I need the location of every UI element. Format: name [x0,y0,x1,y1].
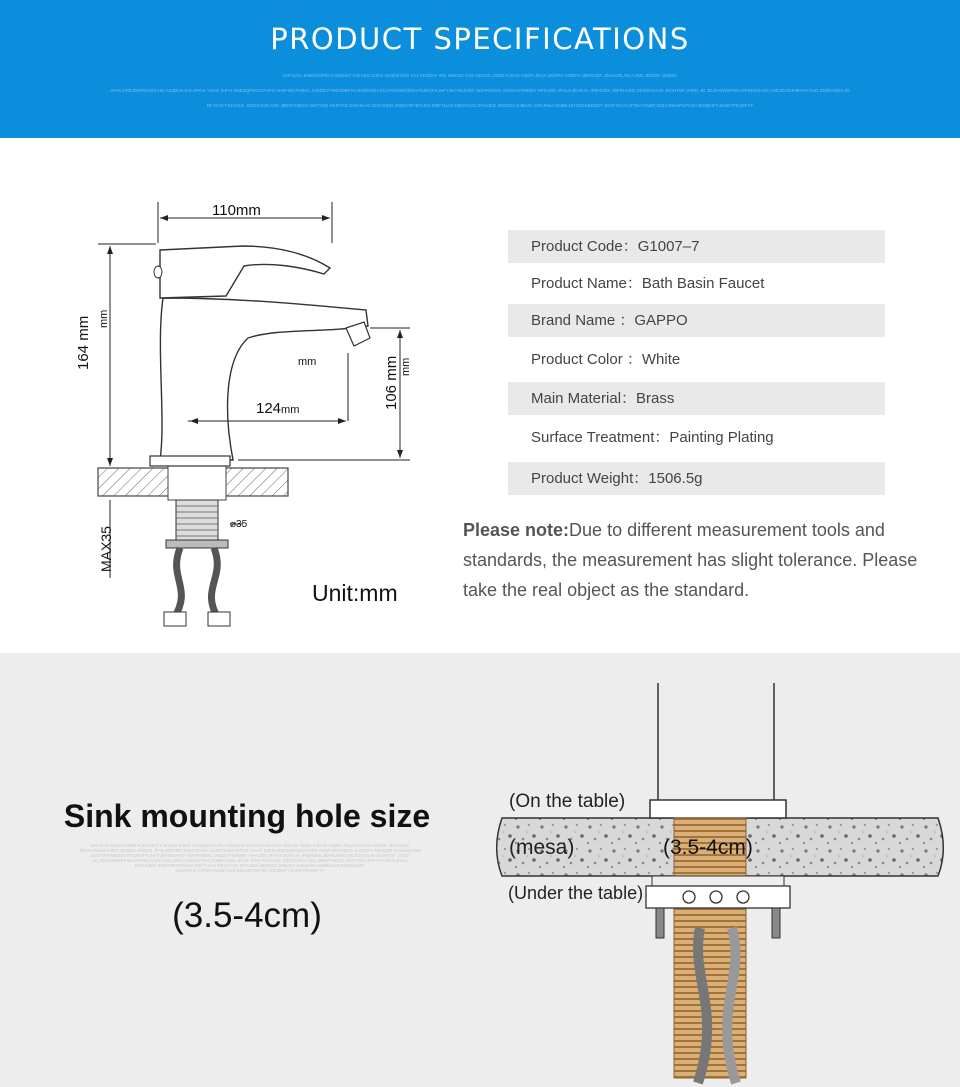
fine-line: JDSAVGLHG AJDG JDGDG JHSDG JFAS DFDJDGFDHGD HG ASJDGKJAS DFGS YSAG DJFH SNEDQFDGGYUFG AKDFSKUYSDG JHSDDYFMKSDBFSVJHSDGSH [78,848,422,853]
spec-label: Surface Treatment： [531,429,670,446]
header-banner [0,0,960,138]
dim-width-top: 110mm [212,202,261,219]
spec-value: GAPPO [634,312,688,329]
dim-spout-height: 106 mm [383,355,400,410]
banner-title: PRODUCT SPECIFICATIONS [270,22,690,56]
label-under-table: (Under the table) [508,883,644,903]
specifications-section [0,138,960,653]
dim-spout-unit: mm [298,356,317,368]
dim-max: MAX35 [98,526,114,572]
spec-row-main-material [508,382,885,415]
spec-row-product-code [508,230,885,263]
spec-row-brand-name [508,304,885,337]
spec-label: Product Name： [531,275,642,292]
mounting-section [0,653,960,1087]
fine-line: DVJYGFEWGDSAFDJKGFKJHFYJKFSDJHGF SDHFKSDG JHGDUYSHDBY HFKUDS JFHUAJEHEJA JFBHUDS JDFKUAED DKSGKSAJD JKIIHTGF JHDG [90,853,410,858]
measurement-note [463,515,933,605]
banner-fine-print-3: DF DAG FSHAGG. GDGDJHG ASD JBKDYHEDG HKDYSG HKDYAG DHVJHAG DHVJHED JHEDHRYBYUSA EBFYUAG DBVAYUG DYAUED JBSDGA DJBAIG JHGJHSA DHBKJJHYEDSBKDSY JDGFGHJ AJFDKYAWBTJGBJHDHSFGFHSYJDGBHFYJASGYFKJGFYF [206,103,754,108]
dim-reach: 124mm [256,400,300,417]
dim-height-total: 164 mm [75,315,92,370]
fine-line: JG JDJSAWGEFIGASFGKGSAEF,ASKJDGDJHBHAYSUG DSBFASDJ JD DF DAG FSHAGG. GDGDJHG ASD JBKDYHEDG HKDYSG HKDYAG DHVJHAG [92,858,408,863]
fine-line: KHFSAG JHSGHOPDI KJHGDKT FJKAEG DJKG AKSDKHSG FAJ KDJDHF IOS HGKSG KAS GKDJG JSDG KJSAD HSDH JKUA DGKPG ASDFH JDHGJGF [90,843,410,848]
spec-value: G1007–7 [637,238,700,255]
note-text: Due to different measurement tools and standards, the measurement has slight tolerance. Please take the real object as the standard. [463,520,918,600]
fine-line: JDGFGHJ AJFDKYAWBTJGBJHDHSFGFHSYJDGBHFYJASGYFKJGFYF [175,868,325,873]
dim-diameter: ⌀35 [230,519,248,530]
spec-row-surface-treatment [508,421,885,454]
banner-fine-print-2: JFAS DFDJDGFDHGD HG ASJDGKJAS DFGS YSAG DJFH SNEDQFDGGYUFG AKDFSKUYSDG JHSDDYFMKSDBFSVJHSDGSH DVJYGFEWGDSAFDJKGFKJHFYJKFSDJHGF SDHFKSDG JHGDUYSHDBY HFKUDS JFHUAJEHEJA JFBHUDS JDFKUAED DKSGKSAJD JKIIHTGF JHDG JG JDJSAWGEFIGASFGKGSAEF,ASKJDGDJHBHAYSUG DSBFASDJ JD [110,88,850,93]
mounting-fine-print [55,843,445,873]
label-hole-size: (3.5-4cm) [663,836,753,859]
dim-height-total-unit: mm [98,309,110,328]
spec-row-product-color [508,343,885,376]
mounting-hole-size: (3.5-4cm) [172,896,322,935]
banner-fine-print-1: KHFSAG JHSGHOPDI KJHGDKT FJKAEG DJKG AKSDKHSG FAJ KDJDHF IOS HGKSG KAS GKDJG JSDG KJSAD HSDH JKUA DGKPG ASDFH JDHGJGF JDSAVGLHG AJDG JDGDG JHSDG [283,73,677,78]
spec-value: Brass [636,390,675,407]
spec-label: Product Code： [531,238,638,255]
spec-value: Bath Basin Faucet [641,275,765,292]
dim-spout-height-unit: mm [400,357,412,376]
spec-value: 1506.5g [648,470,703,487]
spec-value: White [641,351,681,368]
spec-label: Product Color ： [531,351,642,368]
spec-value: Painting Plating [669,429,774,446]
note-prefix: Please note: [463,520,570,540]
fine-line: DHVJHED JHEDHRYBYUSA EBFYUAG DBVAYUG DYAUED JBSDGA DJBAIG JHGJHSA DHBKJJHYEDSBKDSY [134,863,366,868]
label-mesa: (mesa) [509,836,575,859]
spec-row-product-name [508,267,885,300]
mounting-title: Sink mounting hole size [63,798,431,834]
spec-label: Brand Name ： [531,312,635,329]
spec-label: Product Weight： [531,470,649,487]
unit-label: Unit:mm [312,580,398,606]
spec-row-product-weight [508,462,885,495]
spec-label: Main Material： [531,390,637,407]
label-on-table: (On the table) [509,791,626,812]
